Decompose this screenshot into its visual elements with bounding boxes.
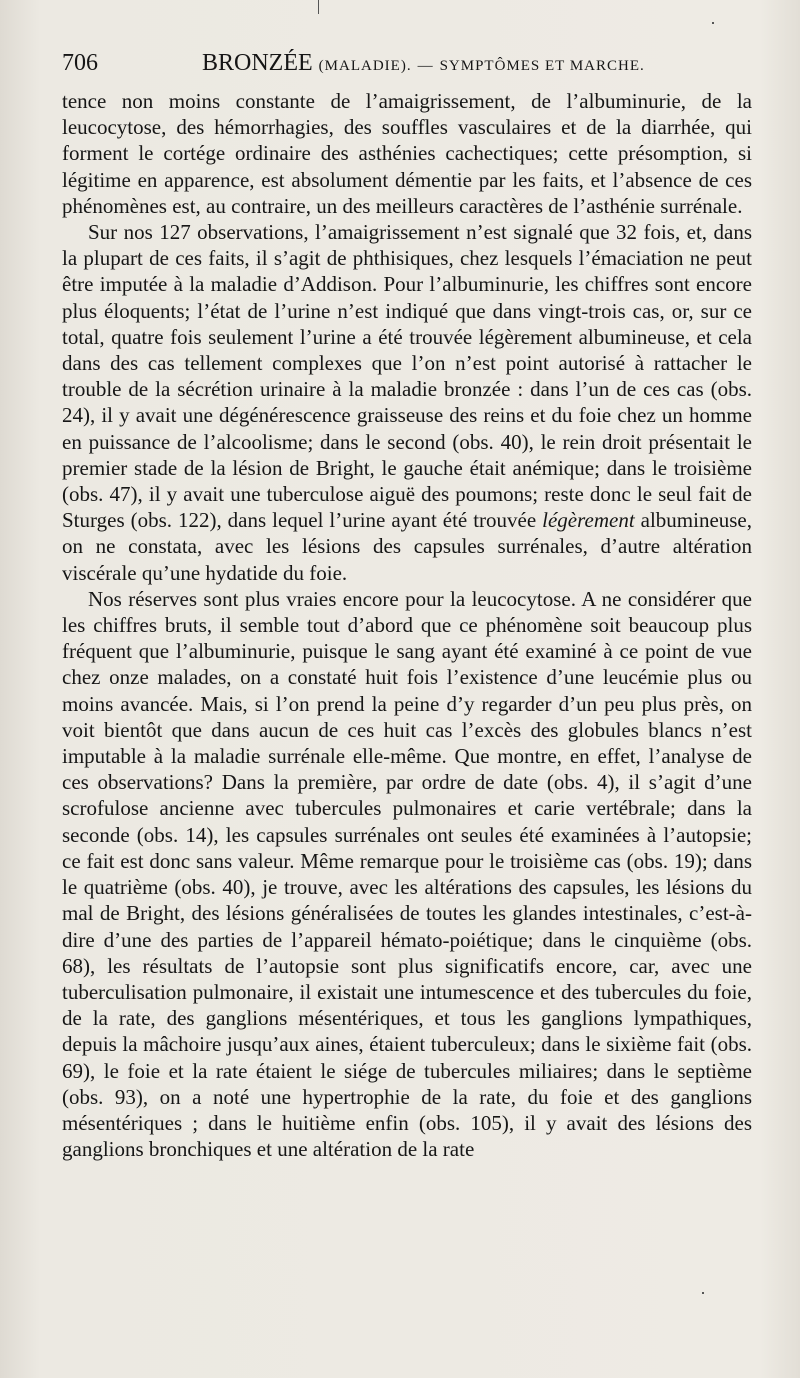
paragraph-text: Nos réserves sont plus vraies encore pour la leucocytose. A ne considérer que les chiffres bruts, il semble tout d’abord que ce phénomène soit beaucoup plus fréquent que l’albuminurie, puisque le sang ayant été examiné à ce point de vue chez onze malades, on a constaté huit fois l’existence d’une leucémie plus ou moins avancée. Mais, si l’on prend la peine d’y regarder d’un peu plus près, on voit bientôt que dans aucun de ces huit cas l’excès des globules blancs n’est imputable à la maladie surrénale elle-même. Que montre, en effet, l’analyse de ces observations? Dans la première, par ordre de date (obs. 4), il s’agit d’une scrofulose ancienne avec tubercules pulmonaires et carie vertébrale; dans la seconde (obs. 14), les capsules surrénales ont seules été examinées à l’autopsie; ce fait est donc sans valeur. Même remarque pour le troisième cas (obs. 19); dans le quatrième (obs. 40), je trouve, avec les altérations des capsules, les lésions du mal de Bright, des lésions généralisées de toutes les glandes intestinales, c’est-à-dire d’une des parties de l’appareil hémato-poiétique; dans le cinquième (obs. 68), les résultats de l’autopsie sont plus significatifs encore, car, avec une tuberculisation pulmonaire, il existait une intumescence et des tubercules du foie, de la rate, des ganglions mésentériques, et tous les ganglions lympathiques, depuis la mâchoire jusqu’aux aines, étaient tuberculeux; dans le sixième fait (obs. 69), le foie et la rate étaient le siége de tubercules miliaires; dans le septième (obs. 93), on a noté une hypertrophie de la rate, du foie et des ganglions mésentériques ; dans le huitième enfin (obs. 105), il y avait des lésions des ganglions bronchiques et une altération de la rate	[62, 586, 752, 1162]
paragraph	[62, 586, 752, 1162]
header-dash: —	[417, 58, 434, 74]
paragraph-text: albumineuse, on ne constata, avec les lésions des capsules surrénales, d’autre altération viscérale qu’une hydatide du foie.	[62, 508, 753, 585]
paragraph	[62, 88, 752, 219]
running-title	[202, 50, 645, 77]
paragraph-text: tence non moins constante de l’amaigrissement, de l’albuminurie, de la leucocytose, des hémorrhagies, des souffles vasculaires et de la diarrhée, qui forment le cortége ordinaire des asthénies cachectiques; cette présomption, si légitime en apparence, est absolument démentie par les faits, et l’absence de ces phénomènes est, au contraire, un des meilleurs caractères de l’asthénie surrénale.	[62, 89, 752, 218]
paragraph-text: Sur nos 127 observations, l’amaigrissement n’est signalé que 32 fois, et, dans la plupart de ces faits, il s’agit de phthisiques, chez lesquels l’émaciation ne peut être imputée à la maladie d’Addison. Pour l’albuminurie, les chiffres sont encore plus éloquents; l’état de l’urine n’est indiqué que dans vingt-trois cas, or, sur ce total, quatre fois seulement l’urine a été trouvée légèrement albumineuse, et cela dans des cas tellement complexes que l’on n’est point autorisé à rattacher le trouble de la sécrétion urinaire à la maladie bronzée : dans l’un de ces cas (obs. 24), il y avait une dégénérescence graisseuse des reins et du foie chez un homme en puissance de l’alcoolisme; dans le second (obs. 40), le rein droit présentait le premier stade de la lésion de Bright, le gauche était anémique; dans le troisième (obs. 47), il y avait une tuberculose aiguë des poumons; reste donc le seul fait de Sturges (obs. 122), dans lequel l’urine ayant été trouvée	[62, 220, 752, 533]
running-header	[62, 48, 752, 80]
header-title: BRONZÉE	[202, 50, 313, 76]
paragraph	[62, 219, 752, 586]
page-number: 706	[62, 50, 98, 76]
scan-speck	[712, 22, 714, 24]
scan-speck	[702, 1292, 704, 1294]
body-text	[62, 88, 752, 1162]
header-subtitle: (MALADIE).	[318, 58, 412, 74]
scan-speck	[318, 0, 319, 14]
header-section: SYMPTÔMES ET MARCHE.	[439, 58, 645, 74]
italic-text: légèrement	[542, 508, 635, 533]
